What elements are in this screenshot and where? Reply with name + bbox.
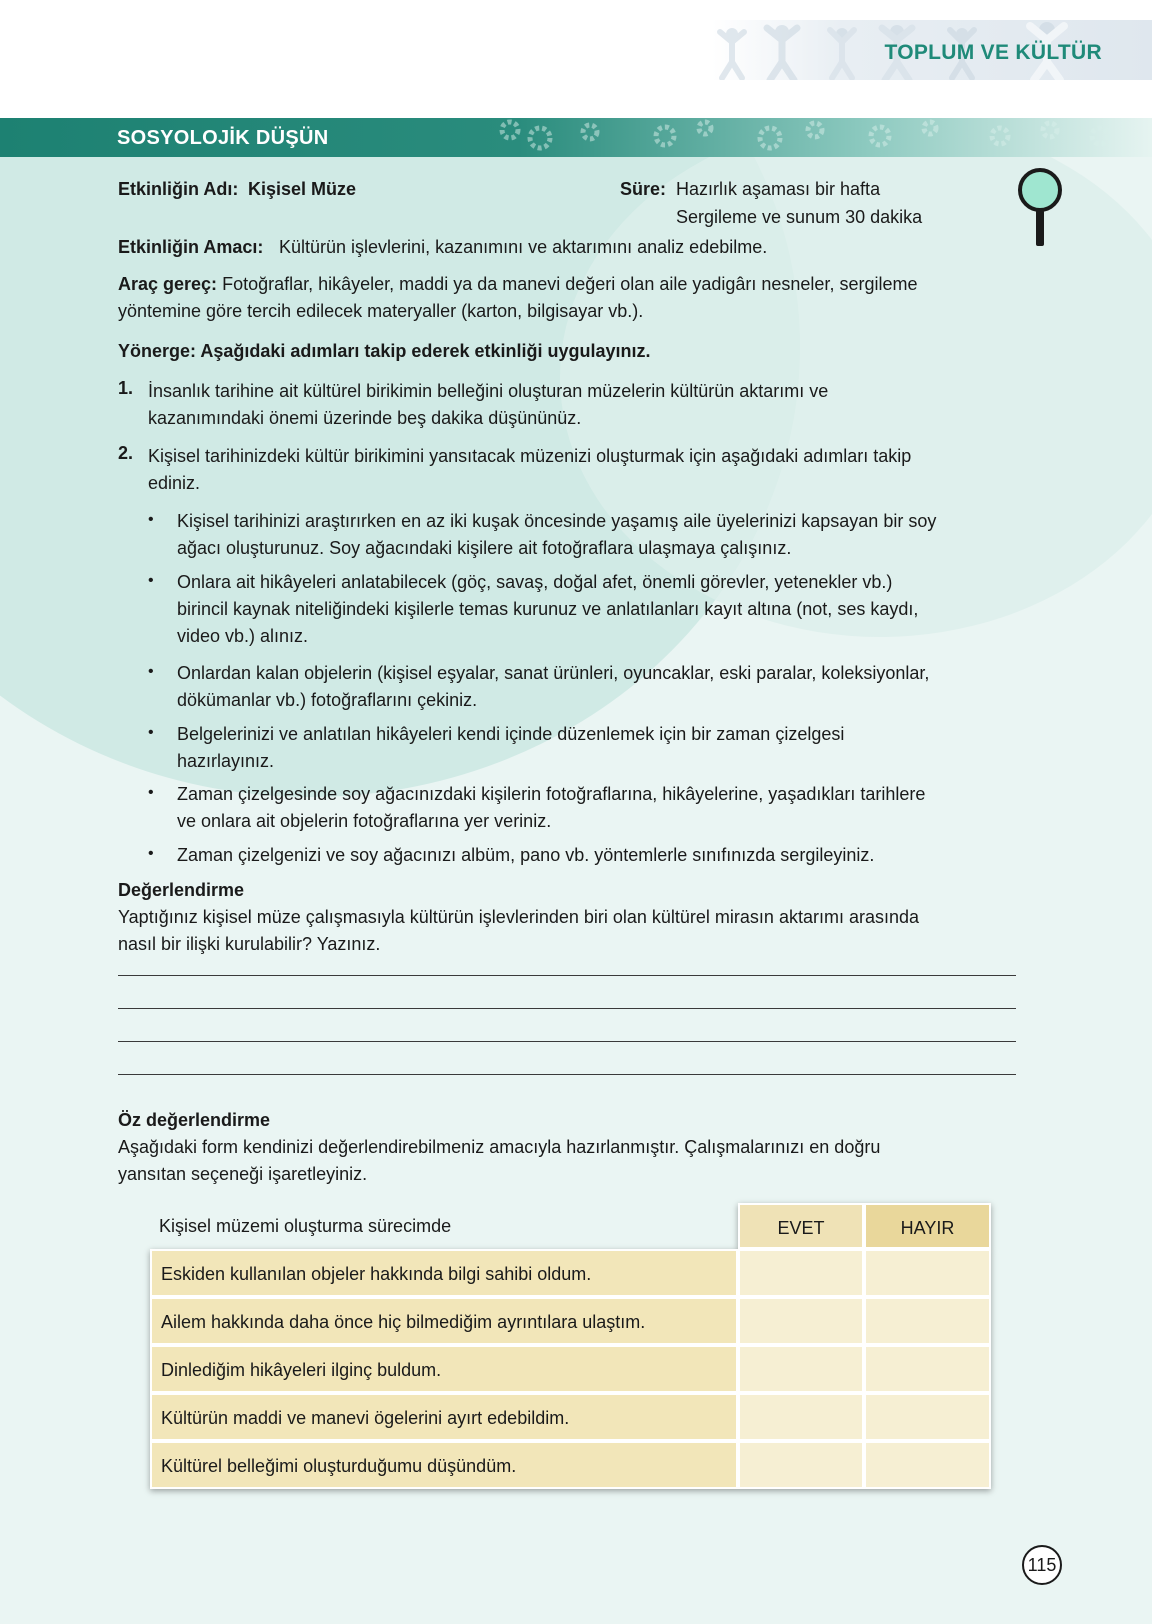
column-header-no: HAYIR (864, 1203, 991, 1249)
bullet-text: birincil kaynak niteliğindeki kişilerle temas kurunuz ve anlatılanları kayıt altına (not, ses kaydı, (177, 599, 919, 619)
checkbox-yes[interactable] (738, 1441, 864, 1489)
materials-line-1 (118, 271, 917, 298)
answer-line[interactable] (118, 1041, 1016, 1042)
bullet-text: ağacı oluşturunuz. Soy ağacındaki kişilere ait fotoğraflara ulaşmaya çalışınız. (177, 538, 792, 558)
column-header-yes: EVET (738, 1203, 864, 1249)
checkbox-no[interactable] (864, 1249, 991, 1297)
table-header-label: Kişisel müzemi oluşturma sürecimde (159, 1216, 452, 1236)
step-text: İnsanlık tarihine ait kültürel birikimin belleğini oluşturan müzelerin kültürün aktarımı ve (148, 381, 829, 401)
bullet-dot: • (148, 784, 154, 801)
evaluation-question-line-2: nasıl bir ilişki kurulabilir? Yazınız. (118, 934, 381, 954)
activity-name-label: Etkinliğin Adı: (118, 179, 239, 199)
materials-text: Fotoğraflar, hikâyeler, maddi ya da manevi değeri olan aile yadigârı nesneler, sergileme (222, 274, 918, 294)
bullet-text: ve onlara ait objelerin fotoğraflarına yer veriniz. (177, 811, 552, 831)
checkbox-yes[interactable] (738, 1297, 864, 1345)
aim-value: Kültürün işlevlerini, kazanımını ve aktarımını analiz edebilme. (279, 237, 768, 257)
step-text: ediniz. (148, 473, 201, 493)
self-evaluation-intro-line-1: Aşağıdaki form kendinizi değerlendirebilmeniz amacıyla hazırlanmıştır. Çalışmalarınızı en doğru (118, 1137, 881, 1157)
bullet-text: video vb.) alınız. (177, 626, 309, 646)
bullet-text: Onlardan kalan objelerin (kişisel eşyalar, sanat ürünleri, oyuncaklar, eski paralar, koleksiyonlar, (177, 663, 930, 683)
directive: Yönerge: Aşağıdaki adımları takip ederek etkinliği uygulayınız. (118, 341, 651, 361)
bullet-text: hazırlayınız. (177, 751, 275, 771)
bullet-dot: • (148, 572, 154, 589)
bullet-dot: • (148, 724, 154, 741)
materials-line-2: yöntemine göre tercih edilecek materyaller (karton, bilgisayar vb.). (118, 301, 644, 321)
duration-line-2: Sergileme ve sunum 30 dakika (676, 207, 923, 227)
step-number: 1. (118, 378, 134, 398)
checkbox-yes[interactable] (738, 1249, 864, 1297)
aim-label: Etkinliğin Amacı: (118, 237, 264, 257)
step-number: 2. (118, 443, 134, 463)
page-number: 115 (1022, 1545, 1062, 1585)
answer-line[interactable] (118, 1008, 1016, 1009)
bullet-text: Belgelerinizi ve anlatılan hikâyeleri kendi içinde düzenlemek için bir zaman çizelgesi (177, 724, 845, 744)
checkbox-no[interactable] (864, 1297, 991, 1345)
checkbox-no[interactable] (864, 1393, 991, 1441)
magnifier-icon (1015, 168, 1065, 248)
bullet-text: dökümanlar vb.) fotoğraflarını çekiniz. (177, 690, 478, 710)
bullet-text: Zaman çizelgesinde soy ağacınızdaki kişilerin fotoğraflarına, hikâyelerine, yaşadıkları tarihlere (177, 784, 926, 804)
self-evaluation-title: Öz değerlendirme (118, 1110, 271, 1130)
evaluation-question-line-1: Yaptığınız kişisel müze çalışmasıyla kültürün işlevlerinden biri olan kültürel mirasın aktarımı arasında (118, 907, 919, 927)
gears-icon (490, 118, 1150, 157)
duration-label: Süre: (620, 179, 667, 199)
evaluation-title: Değerlendirme (118, 880, 245, 900)
table-row-label: Kültürün maddi ve manevi ögelerini ayırt edebildim. (150, 1393, 738, 1441)
duration-line-1: Hazırlık aşaması bir hafta (676, 179, 881, 199)
answer-line[interactable] (118, 1074, 1016, 1075)
bullet-text: Zaman çizelgenizi ve soy ağacınızı albüm, pano vb. yöntemlerle sınıfınızda sergileyiniz. (177, 845, 875, 865)
bullet-dot: • (148, 511, 154, 528)
bullet-dot: • (148, 663, 154, 680)
self-evaluation-intro-line-2: yansıtan seçeneği işaretleyiniz. (118, 1164, 368, 1184)
bullet-text: Onlara ait hikâyeleri anlatabilecek (göç, savaş, doğal afet, önemli görevler, yetenekler vb.) (177, 572, 893, 592)
chapter-title: TOPLUM VE KÜLTÜR (884, 41, 1102, 64)
activity-name-value: Kişisel Müze (248, 179, 357, 199)
materials-label: Araç gereç: (118, 274, 218, 294)
step-text: kazanımındaki önemi üzerinde beş dakika düşününüz. (148, 408, 582, 428)
checkbox-yes[interactable] (738, 1393, 864, 1441)
checkbox-yes[interactable] (738, 1345, 864, 1393)
checkbox-no[interactable] (864, 1441, 991, 1489)
step-text: Kişisel tarihinizdeki kültür birikimini yansıtacak müzenizi oluşturmak için aşağıdaki adımları takip (148, 446, 912, 466)
bullet-text: Kişisel tarihinizi araştırırken en az iki kuşak öncesinde yaşamış aile üyelerinizi kapsayan bir soy (177, 511, 937, 531)
table-row-label: Dinlediğim hikâyeleri ilginç buldum. (150, 1345, 738, 1393)
bullet-dot: • (148, 845, 154, 862)
section-title: SOSYOLOJİK DÜŞÜN (117, 127, 329, 149)
table-row-label: Eskiden kullanılan objeler hakkında bilgi sahibi oldum. (150, 1249, 738, 1297)
answer-line[interactable] (118, 975, 1016, 976)
table-row-label: Kültürel belleğimi oluşturduğumu düşündüm. (150, 1441, 738, 1489)
checkbox-no[interactable] (864, 1345, 991, 1393)
table-row-label: Ailem hakkında daha önce hiç bilmediğim ayrıntılara ulaştım. (150, 1297, 738, 1345)
